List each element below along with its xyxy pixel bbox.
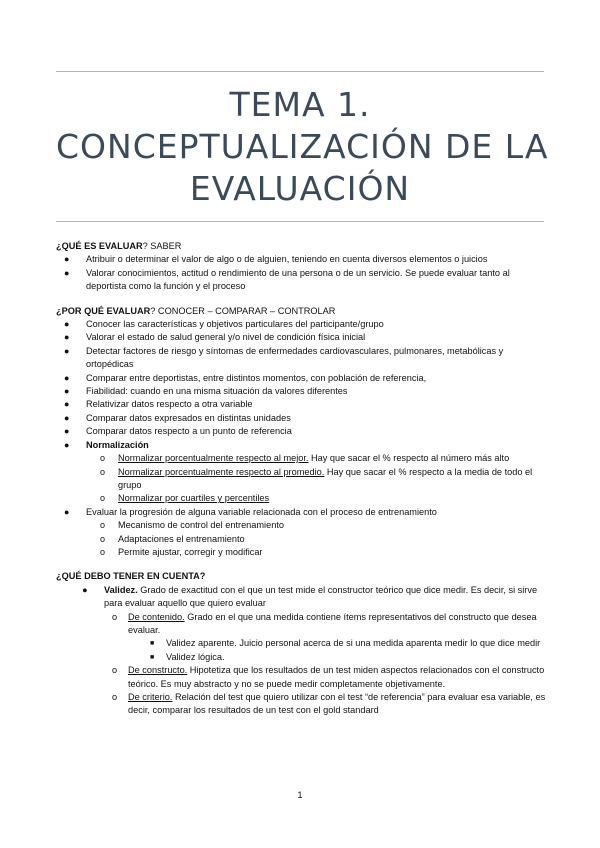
bullet-icon: ● (64, 506, 70, 517)
section-que-es-evaluar-list (56, 253, 546, 293)
list-item: o Adaptaciones el entrenamiento (86, 533, 546, 546)
circle-bullet-icon: o (100, 453, 106, 464)
bullet-icon: ● (64, 332, 70, 343)
contenido-sublist (128, 637, 546, 664)
circle-bullet-icon: o (100, 520, 106, 531)
title-line-3: EVALUACIÓN (189, 169, 411, 208)
list-item: o Normalizar porcentualmente respecto al mejor. Hay que sacar el % respecto al número más alto (86, 452, 546, 465)
list-item: ● Comparar datos expresados en distintas unidades (56, 412, 546, 425)
evaluar-sublist (86, 519, 546, 559)
section-que-debo-tener-list (56, 584, 546, 718)
list-item: o Normalizar por cuartiles y percentiles (86, 492, 546, 505)
list-item-criterio: o De criterio. Relación del test que quiero utilizar con el test “de referencia” para evaluar esa variable, es decir, comparar los resultados de un test con el gold standard (112, 692, 546, 716)
list-item-constructo: o De constructo. Hipotetiza que los resultados de un test miden aspectos relacionados con el constructo teórico. Es muy abstracto y no se puede medir completamente objetivamente. (112, 665, 545, 689)
square-bullet-icon: ■ (150, 640, 155, 648)
circle-bullet-icon: o (112, 692, 118, 702)
bullet-icon: ● (82, 584, 88, 595)
title-line-2: CONCEPTUALIZACIÓN DE LA (56, 127, 549, 166)
list-item: ● Detectar factores de riesgo y síntomas de enfermedades cardiovasculares, pulmonares, metabólicas y ortopédicas (64, 345, 504, 370)
bullet-icon: ● (64, 345, 70, 356)
list-item: ● Valorar conocimientos, actitud o rendimiento de una persona o de un servicio. Se puede evaluar tanto al deportista como la función y el proceso (64, 267, 510, 292)
list-item: o Normalizar porcentualmente respecto al promedio. Hay que sacar el % respecto a la media de todo el grupo (100, 466, 533, 490)
list-item: ● Fiabilidad: cuando en una misma situación da valores diferentes (56, 385, 546, 398)
bullet-icon: ● (64, 386, 70, 397)
bullet-icon: ● (64, 267, 70, 278)
list-item: ● Atribuir o determinar el valor de algo o de alguien, teniendo en cuenta diversos elementos o juicios (56, 253, 546, 266)
list-item: ● Conocer las características y objetivos particulares del participante/grupo (56, 318, 546, 331)
bullet-icon: ● (64, 319, 70, 330)
circle-bullet-icon: o (112, 665, 118, 676)
page-number: 1 (297, 790, 303, 800)
list-item: ● Comparar datos respecto a un punto de referencia (56, 425, 546, 438)
section-por-que-evaluar-heading: ¿POR QUÉ EVALUAR? CONOCER – COMPARAR – CONTROLAR (56, 305, 336, 316)
bullet-icon: ● (64, 372, 70, 383)
list-item-validez: ● Validez. Grado de exactitud con el que un test mide el constructor teórico que dice medir. Es decir, si sirve para evaluar aquello que quiero evaluar o De contenido. Grado en el que una medida contiene ítems representativos del constructo que desea evaluar. ■ Validez aparente. Juicio personal acerca de si una medida aparenta medir lo que dice medir ■ Validez lógica. o De constructo. Hipotetiza que los resultados de un test miden aspectos relacionados con el constructo teórico. Es muy abstracto y no se puede medir completamente objetivamente. o De criterio. Relación del test que quiero utilizar con el test “de referencia” para evaluar esa variable, es decir, comparar los resultados de un test con el gold standard (56, 584, 546, 718)
normalizacion-sublist (86, 452, 546, 506)
bullet-icon: ● (64, 399, 70, 410)
bullet-icon: ● (64, 254, 70, 265)
list-item: ■ Validez aparente. Juicio personal acerca de si una medida aparenta medir lo que dice medir (128, 637, 546, 650)
bullet-icon: ● (64, 426, 70, 437)
top-rule (56, 71, 544, 72)
document-body (56, 240, 546, 718)
circle-bullet-icon: o (100, 533, 106, 544)
square-bullet-icon: ■ (150, 653, 155, 661)
section-que-es-evaluar-heading: ¿QUÉ ES EVALUAR? SABER (56, 241, 182, 251)
list-item: ● Relativizar datos respecto a otra variable (56, 398, 546, 411)
section-por-que-evaluar-list (56, 318, 546, 559)
bottom-rule (56, 221, 544, 222)
circle-bullet-icon: o (100, 493, 106, 504)
list-item-evaluar: ● Evaluar la progresión de alguna variable relacionada con el proceso de entrenamiento o Mecanismo de control del entrenamiento o Adaptaciones el entrenamiento o Permite ajustar, corregir y modificar (56, 506, 546, 560)
list-item-normalizacion: ● Normalización o Normalizar porcentualmente respecto al mejor. Hay que sacar el % respecto al número más alto o Normalizar porcentualmente respecto al promedio. Hay que sacar el % respecto a la media de todo el grupo o Normalizar por cuartiles y percentiles (56, 439, 546, 506)
list-item: ● Comparar entre deportistas, entre distintos momentos, con población de referencia, (56, 372, 546, 385)
bullet-icon: ● (64, 439, 70, 450)
list-item: o Mecanismo de control del entrenamiento (86, 519, 546, 532)
bullet-icon: ● (64, 412, 70, 423)
page-title (56, 84, 549, 210)
section-que-debo-tener-heading: ¿QUÉ DEBO TENER EN CUENTA? (56, 571, 206, 582)
circle-bullet-icon: o (100, 466, 106, 477)
validez-sublist (104, 611, 546, 718)
list-item: ● Valorar el estado de salud general y/o nivel de condición física inicial (56, 331, 546, 344)
circle-bullet-icon: o (100, 546, 106, 557)
title-line-1: TEMA 1. (229, 85, 371, 124)
list-item-contenido: o De contenido. Grado en el que una medida contiene ítems representativos del constructo que desea evaluar. ■ Validez aparente. Juicio personal acerca de si una medida aparenta medir lo que dice medir ■ Validez lógica. (104, 611, 546, 665)
list-item: ■ Validez lógica. (128, 651, 546, 664)
circle-bullet-icon: o (112, 611, 118, 622)
list-item: o Permite ajustar, corregir y modificar (86, 546, 546, 559)
